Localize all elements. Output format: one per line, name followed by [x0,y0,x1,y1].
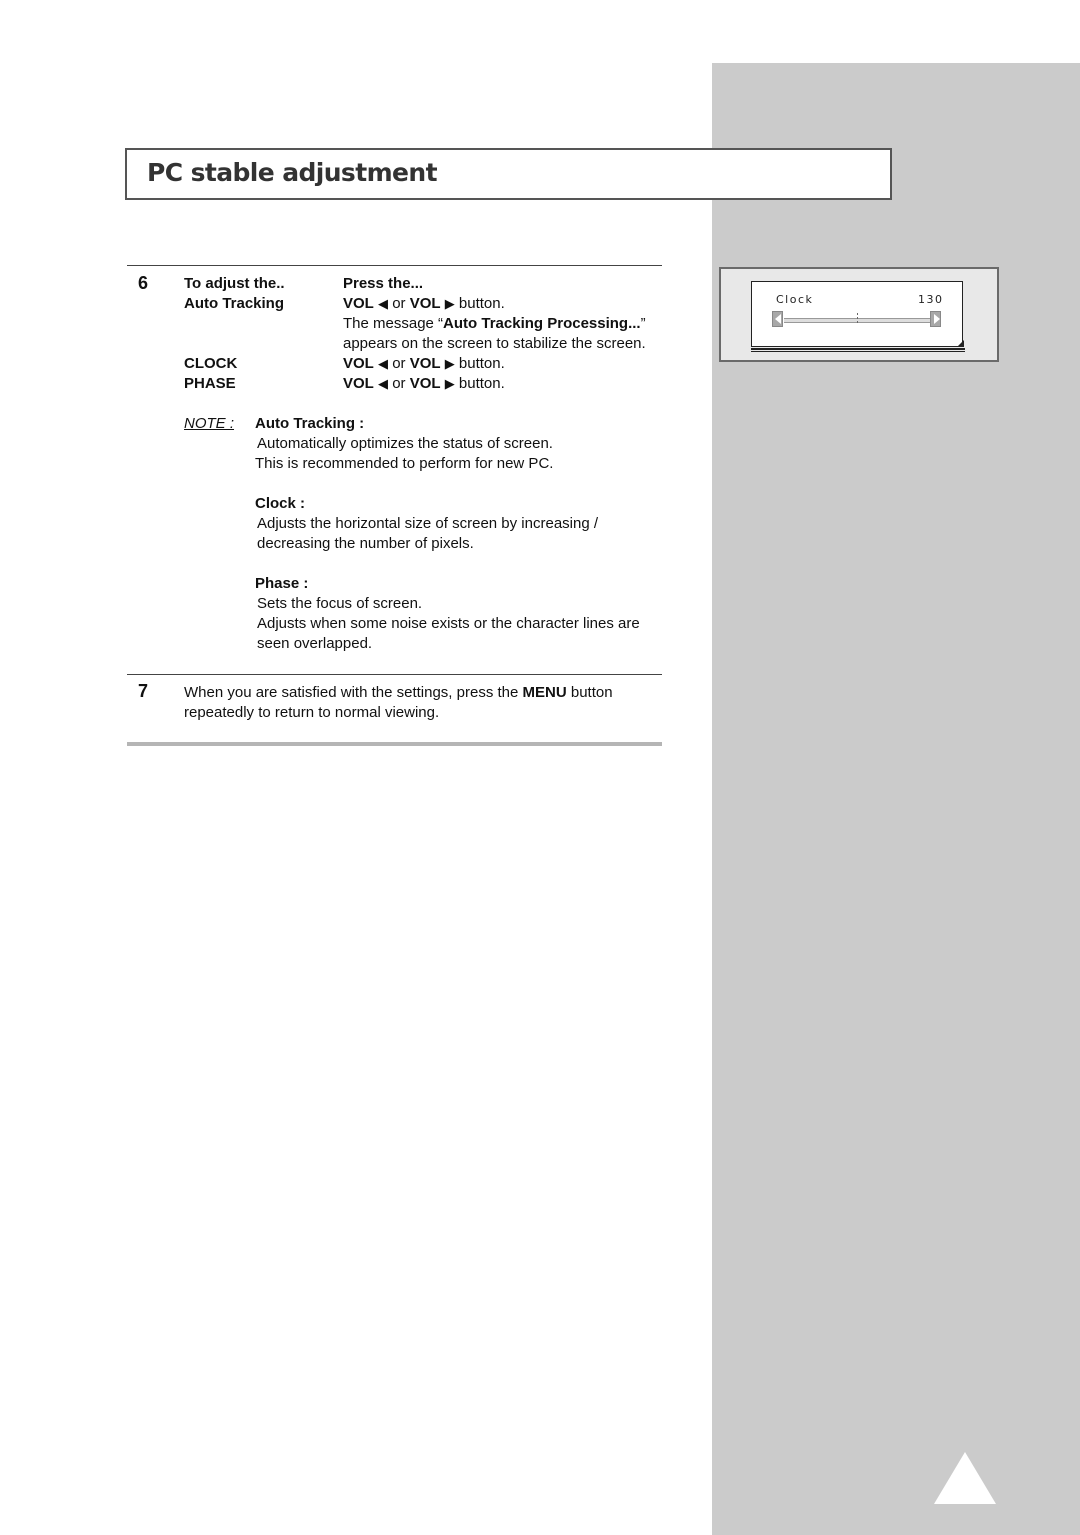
row-phase-instruction [343,374,505,394]
vol-label: VOL [409,355,441,372]
right-triangle-icon: ▶ [444,296,455,311]
col2-header: Press the... [343,275,424,292]
note-label: NOTE : [184,415,235,432]
button-text: button. [458,375,505,392]
step-number-7: 7 [138,681,149,701]
step7-suffix: button [566,684,613,701]
note-clock-heading: Clock : [255,495,306,512]
row-auto-tracking-label: Auto Tracking [184,295,285,312]
step7-line2: repeatedly to return to normal viewing. [184,704,440,721]
note-auto-line1: Automatically optimizes the status of screen. [257,435,553,452]
or-text: or [392,375,406,392]
col1-header: To adjust the.. [184,275,285,292]
menu-keyword: MENU [522,684,567,701]
step7-line1 [184,683,613,703]
or-text: or [392,295,406,312]
step6-top-rule [127,265,662,266]
vol-label: VOL [343,295,374,312]
vol-label: VOL [409,295,441,312]
osd-clock-label: Clock [776,293,814,306]
or-text: or [392,355,406,372]
note-clock-line1: Adjusts the horizontal size of screen by increasing / [257,515,599,532]
message-line1 [343,314,646,334]
note-phase-heading: Phase : [255,575,309,592]
vol-label: VOL [409,375,441,392]
row-phase-label: PHASE [184,375,236,392]
left-triangle-icon: ◀ [378,356,389,371]
osd-corner-mark [957,340,964,347]
note-auto-line2: This is recommended to perform for new PC. [255,455,554,472]
row-clock-instruction [343,354,505,374]
button-text: button. [458,295,505,312]
note-clock-line2: decreasing the number of pixels. [257,535,474,552]
vol-label: VOL [343,355,374,372]
osd-base-line [751,351,965,352]
right-triangle-icon: ▶ [444,356,455,371]
right-arrow-icon [930,311,941,327]
step7-top-rule [127,674,662,675]
message-suffix: ” [640,315,646,332]
step-number-6: 6 [138,273,149,293]
note-auto-heading: Auto Tracking : [255,415,365,432]
note-phase-line1: Sets the focus of screen. [257,595,423,612]
left-triangle-icon: ◀ [378,296,389,311]
left-triangle-icon: ◀ [378,376,389,391]
title-box [125,148,892,200]
message-line2: appears on the screen to stabilize the screen. [343,335,646,352]
right-triangle-icon: ▶ [444,376,455,391]
button-text: button. [458,355,505,372]
section-bottom-rule [127,742,662,746]
row-auto-tracking-instruction [343,294,505,314]
osd-clock-value: 130 [918,293,944,306]
vol-label: VOL [343,375,374,392]
up-triangle-icon [934,1452,996,1504]
left-arrow-icon [772,311,783,327]
step7-prefix: When you are satisfied with the settings, press the [184,684,523,701]
osd-base [751,348,965,350]
note-phase-line3: seen overlapped. [257,635,373,652]
message-bold: Auto Tracking Processing... [443,315,641,332]
row-clock-label: CLOCK [184,355,238,372]
osd-slider-position [857,313,858,325]
message-prefix: The message “ [343,315,444,332]
note-phase-line2: Adjusts when some noise exists or the character lines are [257,615,640,632]
page-title: PC stable adjustment [147,158,437,187]
